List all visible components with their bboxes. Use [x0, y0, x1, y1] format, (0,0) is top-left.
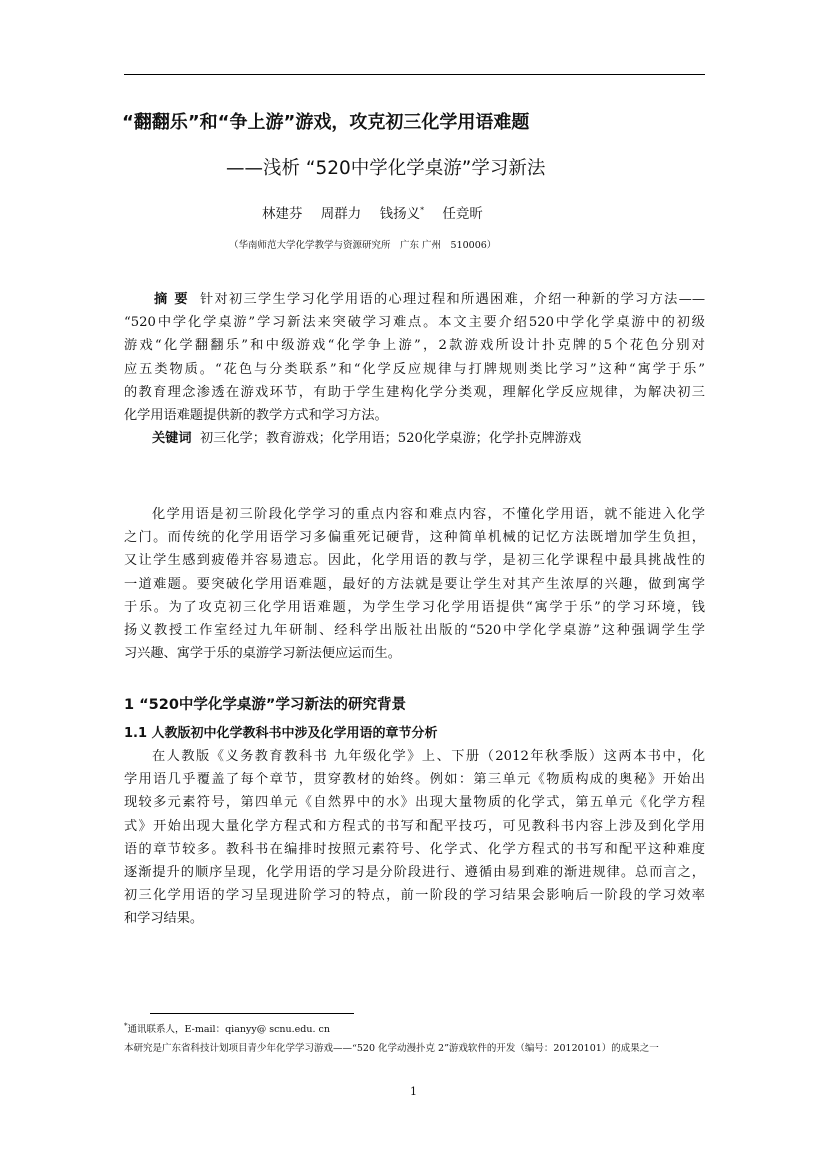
keywords-label: 关键词	[152, 431, 192, 447]
abstract-line: 游戏“化学翻翻乐”和中级游戏“化学争上游”，2款游戏所设计扑克牌的5个花色分别对	[124, 338, 705, 354]
body-line: 初三化学用语的学习呈现进阶学习的特点，前一阶段的学习结果会影响后一阶段的学习效率	[124, 888, 705, 904]
keywords	[124, 427, 705, 450]
page-number: 1	[410, 1085, 417, 1098]
abstract-line: 应五类物质。“花色与分类联系”和“化学反应规律与打牌规则类比学习”这种“寓学于乐”	[124, 361, 705, 377]
header-rule	[124, 74, 705, 75]
paper-title: “翻翻乐”和“争上游”游戏，攻克初三化学用语难题	[122, 112, 530, 133]
body-line: 扬义教授工作室经过九年研制、经科学出版社出版的“520中学化学桌游”这种强调学生学	[124, 622, 705, 638]
footnote-funding: 本研究是广东省科技计划项目青少年化学学习游戏——“520 化学动漫扑克 2”游戏软件的开发（编号：20120101）的成果之一	[124, 1043, 659, 1054]
author-name: 任竞昕	[442, 206, 483, 222]
author-name: 周群力	[320, 206, 362, 222]
abstract-line: 化学用语难题提供新的教学方式和学习方法。	[124, 407, 388, 423]
section-paragraph	[124, 745, 705, 931]
body-line: 语的章节较多。教科书在编排时按照元素符号、化学式、化学方程式的书写和配平这种难度	[124, 841, 705, 857]
intro-paragraph	[124, 503, 705, 665]
footnote-mark: *	[124, 1021, 128, 1030]
body-line: 式》开始出现大量化学方程式和方程式的书写和配平技巧，可见教科书内容上涉及到化学用	[124, 818, 705, 834]
affiliation: （华南师范大学化学教学与资源研究所 广东 广州 510006）	[229, 240, 497, 251]
keywords-text: 初三化学；教育游戏；化学用语；520化学桌游；化学扑克牌游戏	[199, 431, 582, 447]
body-line: 化学用语是初三阶段化学学习的重点内容和难点内容，不懂化学用语，就不能进入化学	[152, 507, 705, 522]
body-line: 之门。而传统的化学用语学习多偏重死记硬背，这种简单机械的记忆方法既增加学生负担，	[124, 530, 705, 546]
body-line: 又让学生感到疲倦并容易遗忘。因此，化学用语的教与学，是初三化学课程中最具挑战性的	[124, 553, 705, 569]
body-line: 一道难题。要突破化学用语难题，最好的方法就是要让学生对其产生浓厚的兴趣，做到寓学	[124, 576, 705, 592]
abstract-line: “520中学化学桌游”学习新法来突破学习难点。本文主要介绍520中学化学桌游中的初级	[124, 315, 705, 331]
author-list	[262, 202, 497, 222]
abstract-label: 摘 要	[154, 292, 189, 307]
subsection-heading: 1.1 人教版初中化学教科书中涉及化学用语的章节分析	[124, 726, 438, 741]
body-line: 学用语几乎覆盖了每个章节，贯穿教材的始终。例如：第三单元《物质构成的奥秘》开始出	[124, 772, 705, 788]
footnote-rule	[150, 1013, 354, 1014]
body-line: 现较多元素符号，第四单元《自然界中的水》出现大量物质的化学式，第五单元《化学方程	[124, 795, 705, 811]
paper-subtitle: ——浅析 “520中学化学桌游”学习新法	[226, 158, 546, 179]
footnote-contact: *通讯联系人，E-mail：qianyy@ scnu.edu. cn	[124, 1021, 330, 1035]
abstract	[124, 288, 705, 450]
body-line: 习兴趣、寓学于乐的桌游学习新法便应运而生。	[124, 646, 401, 662]
corresponding-mark: *	[420, 205, 425, 215]
author-name: 钱扬义*	[379, 205, 425, 222]
body-line: 和学习结果。	[124, 911, 204, 927]
body-line: 于乐。为了攻克初三化学用语难题，为学生学习化学用语提供“寓学于乐”的学习环境，钱	[124, 599, 705, 615]
abstract-line: 摘 要 针对初三学生学习化学用语的心理过程和所遇困难，介绍一种新的学习方法——	[154, 292, 705, 307]
body-line: 逐渐提升的顺序呈现，化学用语的学习是分阶段进行、遵循由易到难的渐进规律。总而言之，	[124, 864, 705, 880]
abstract-line: 的教育理念渗透在游戏环节，有助于学生建构化学分类观，理解化学反应规律，为解决初三	[124, 384, 705, 400]
author-name: 林建芬	[262, 206, 303, 222]
body-line: 在人教版《义务教育教科书 九年级化学》上、下册（2012年秋季版）这两本书中，化	[152, 749, 705, 764]
section-heading: 1 “520中学化学桌游”学习新法的研究背景	[124, 697, 406, 713]
